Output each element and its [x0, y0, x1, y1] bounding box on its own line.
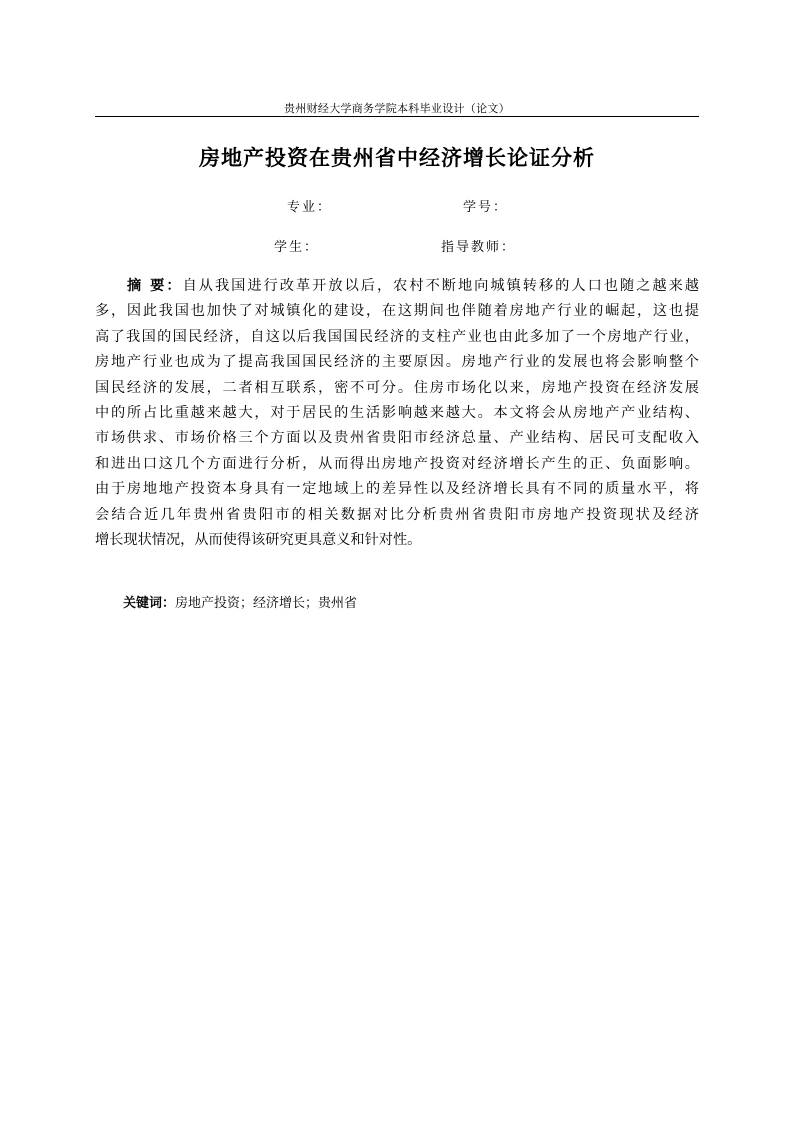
- page-title: 房地产投资在贵州省中经济增长论证分析: [199, 146, 595, 170]
- abstract: [95, 274, 699, 553]
- student-label: 学生：: [274, 240, 320, 255]
- abstract-line: 房地产行业也成为了提高我国国民经济的主要原因。房地产行业的发展也将会影响整个: [95, 354, 699, 371]
- abstract-line: [95, 274, 699, 299]
- keywords: [123, 592, 357, 611]
- abstract-line: 高了我国的国民经济，自这以后我国国民经济的支柱产业也由此多加了一个房地产行业，: [95, 328, 699, 345]
- abstract-line: 会结合近几年贵州省贵阳市的相关数据对比分析贵州省贵阳市房地产投资现状及经济: [95, 506, 699, 523]
- abstract-line: 多，因此我国也加快了对城镇化的建设，在这期间也伴随着房地产行业的崛起，这也提: [95, 303, 699, 320]
- abstract-line: 市场供求、市场价格三个方面以及贵州省贵阳市经济总量、产业结构、居民可支配收入: [95, 430, 699, 447]
- keywords-value: 房地产投资；经济增长；贵州省: [175, 596, 358, 611]
- advisor-label: 指导教师：: [441, 240, 517, 255]
- abstract-line: 中的所占比重越来越大，对于居民的生活影响越来越大。本文将会从房地产产业结构、: [95, 404, 699, 421]
- keywords-label: 关键词：: [123, 596, 176, 611]
- abstract-line: 和进出口这几个方面进行分析，从而得出房地产投资对经济增长产生的正、负面影响。: [95, 455, 699, 472]
- major-label: 专业：: [287, 200, 333, 215]
- abstract-line: 国民经济的发展，二者相互联系，密不可分。住房市场化以来，房地产投资在经济发展: [95, 379, 699, 396]
- abstract-line: 由于房地地产投资本身具有一定地域上的差异性以及经济增长具有不同的质量水平，将: [95, 481, 699, 498]
- abstract-label: 摘 要：: [127, 278, 183, 294]
- header-divider: [95, 116, 699, 117]
- student-id-label: 学号：: [463, 200, 509, 215]
- abstract-line-text: 自从我国进行改革开放以后，农村不断地向城镇转移的人口也随之越来越: [182, 278, 699, 294]
- abstract-line: 增长现状情况，从而使得该研究更具意义和针对性。: [95, 531, 422, 548]
- page-header: 贵州财经大学商务学院本科毕业设计（论文）: [284, 102, 510, 115]
